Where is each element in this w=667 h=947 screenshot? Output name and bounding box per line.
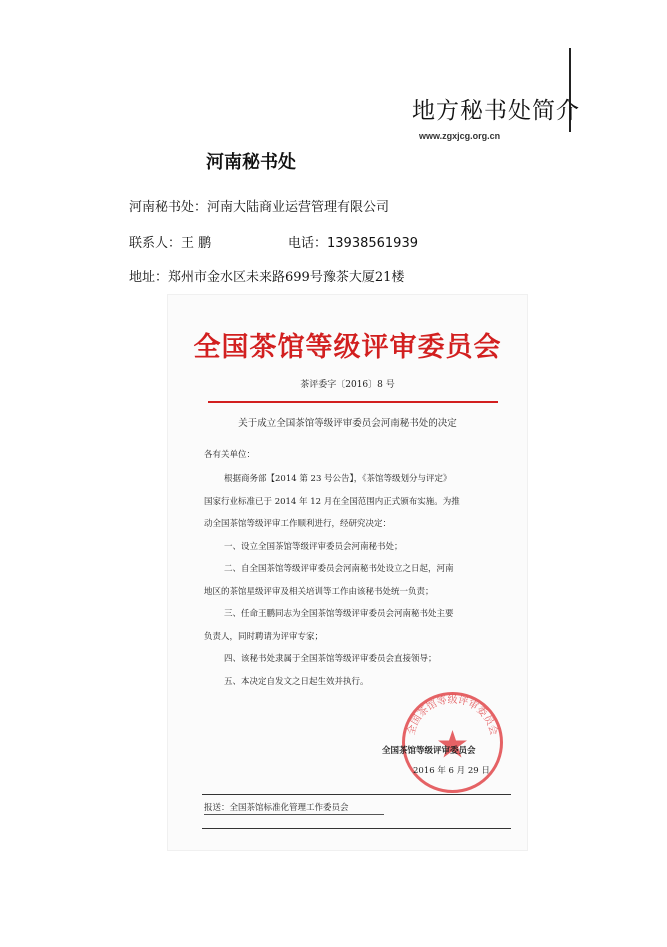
header-url: www.zgxjcg.org.cn xyxy=(419,131,501,141)
address-line: 地址：郑州市金水区未来路699号豫茶大厦21楼 xyxy=(129,270,405,285)
contact-phone: 电话：13938561939 xyxy=(288,236,418,251)
letter-paragraph: 动全国茶馆等级评审工作顺利进行，经研究决定： xyxy=(204,519,392,529)
letter-body xyxy=(204,468,504,693)
letter-doc-number: 茶评委字〔2016〕8 号 xyxy=(300,380,395,390)
page-title: 河南秘书处 xyxy=(206,152,296,173)
seal-text: 全国茶馆等级评审委员会 xyxy=(405,694,500,737)
section-header-title: 地方秘书处简介 xyxy=(412,98,580,124)
letter-paragraph: 根据商务部【2014 第 23 号公告】，《茶馆等级划分与评定》 xyxy=(224,474,452,484)
letter-paragraph: 五、本决定自发文之日起生效并执行。 xyxy=(224,676,369,687)
contact-person: 联系人：王 鹏 xyxy=(129,236,212,251)
letter-cc: 报送：全国茶馆标准化管理工作委员会 xyxy=(204,803,349,813)
cc-underline xyxy=(204,814,384,815)
secretariat-line: 河南秘书处：河南大陆商业运营管理有限公司 xyxy=(129,200,390,215)
svg-text:全国茶馆等级评审委员会 xyxy=(404,693,501,736)
letter-org-heading: 全国茶馆等级评审委员会 xyxy=(193,332,502,363)
letter-rule-bottom xyxy=(202,828,511,829)
letter-paragraph: 三、任命王鹏同志为全国茶馆等级评审委员会河南秘书处主要 xyxy=(224,609,454,619)
letter-subject: 关于成立全国茶馆等级评审委员会河南秘书处的决定 xyxy=(238,418,457,429)
letter-paragraph: 负责人，同时聘请为评审专家； xyxy=(204,631,324,642)
signing-org: 全国茶馆等级评审委员会 xyxy=(382,746,476,756)
signing-date: 2016 年 6 月 29 日 xyxy=(413,766,490,776)
letter-greeting: 各有关单位： xyxy=(204,450,256,460)
letter-paragraph: 国家行业标准已于 2014 年 12 月在全国范围内正式颁布实施。为推 xyxy=(204,496,460,507)
letter-paragraph: 一、设立全国茶馆等级评审委员会河南秘书处； xyxy=(224,541,403,552)
letter-red-rule xyxy=(208,401,498,403)
official-seal-icon xyxy=(400,690,505,795)
letter-paragraph: 四、该秘书处隶属于全国茶馆等级评审委员会直接领导； xyxy=(224,654,437,664)
letter-paragraph: 地区的茶馆星级评审及相关培训等工作由该秘书处统一负责； xyxy=(204,586,434,597)
letter-rule-top xyxy=(202,794,511,795)
letter-paragraph: 二、自全国茶馆等级评审委员会河南秘书处设立之日起，河南 xyxy=(224,564,454,574)
scanned-letter xyxy=(168,295,527,850)
